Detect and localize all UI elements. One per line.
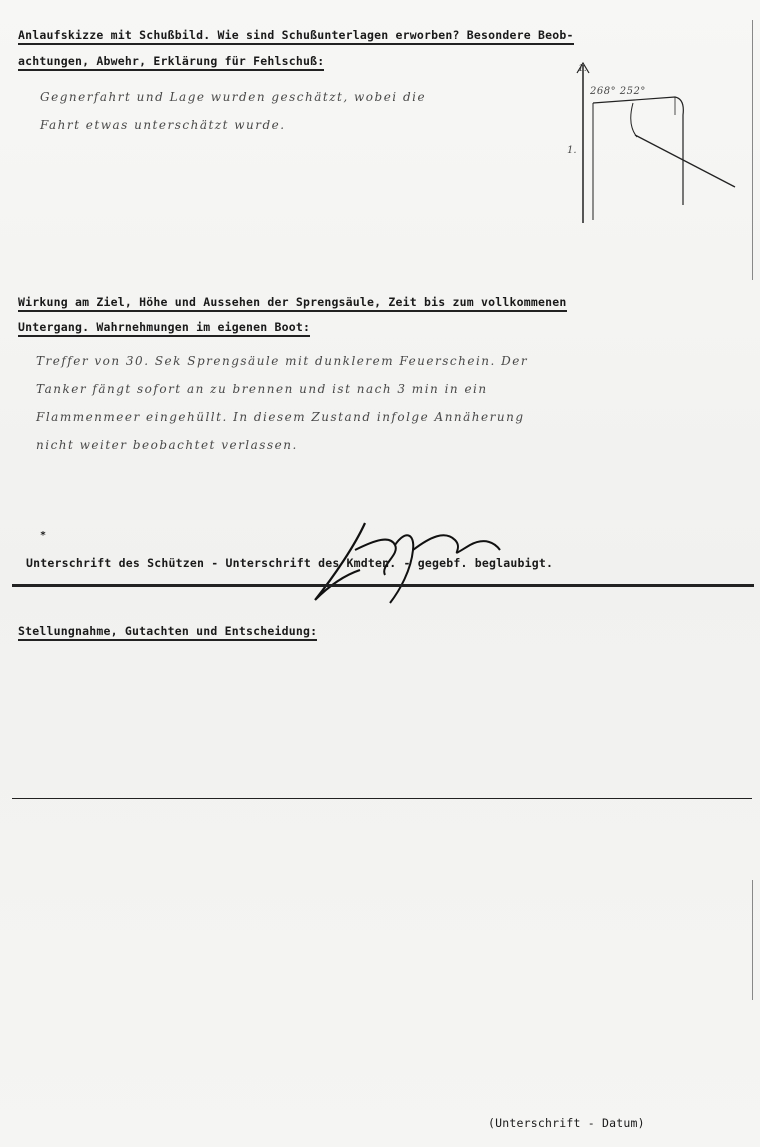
section2-handwriting-line1: Treffer von 30. Sek Sprengsäule mit dunklerem Feuerschein. Der: [36, 354, 529, 368]
section-divider-1: [12, 584, 754, 587]
section1-heading-line1: Anlaufskizze mit Schußbild. Wie sind Schußunterlagen erworben? Besondere Beob-: [18, 28, 574, 42]
sketch-label-bearing: 268° 252°: [590, 86, 646, 97]
section2-handwriting-line4: nicht weiter beobachtet verlassen.: [36, 438, 298, 452]
margin-line-upper: [752, 20, 753, 280]
section3-heading: Stellungnahme, Gutachten und Entscheidung:: [18, 624, 317, 638]
section1-heading-line2: achtungen, Abwehr, Erklärung für Fehlschuß:: [18, 54, 324, 68]
attack-sketch: [555, 55, 745, 225]
footer-signature-date: (Unterschrift - Datum): [488, 1116, 645, 1130]
section-divider-2: [12, 798, 752, 799]
margin-line-lower: [752, 880, 753, 1000]
section1-handwriting-line1: Gegnerfahrt und Lage wurden geschätzt, wobei die: [40, 90, 427, 104]
section2-heading-line1: Wirkung am Ziel, Höhe und Aussehen der Sprengsäule, Zeit bis zum vollkommenen: [18, 295, 567, 309]
asterisk-mark: *: [40, 530, 47, 541]
sketch-label-left: 1.: [567, 145, 577, 156]
section2-heading-line2: Untergang. Wahrnehmungen im eigenen Boot:: [18, 320, 310, 334]
section1-handwriting-line2: Fahrt etwas unterschätzt wurde.: [40, 118, 286, 132]
signature-line-text: Unterschrift des Schützen - Unterschrift des Kmdten. - gegebf. beglaubigt.: [26, 556, 554, 570]
sketch-label-top: 1.: [578, 64, 587, 74]
section2-handwriting-line3: Flammenmeer eingehüllt. In diesem Zustand infolge Annäherung: [36, 410, 525, 424]
section2-handwriting-line2: Tanker fängt sofort an zu brennen und ist nach 3 min in ein: [36, 382, 488, 396]
